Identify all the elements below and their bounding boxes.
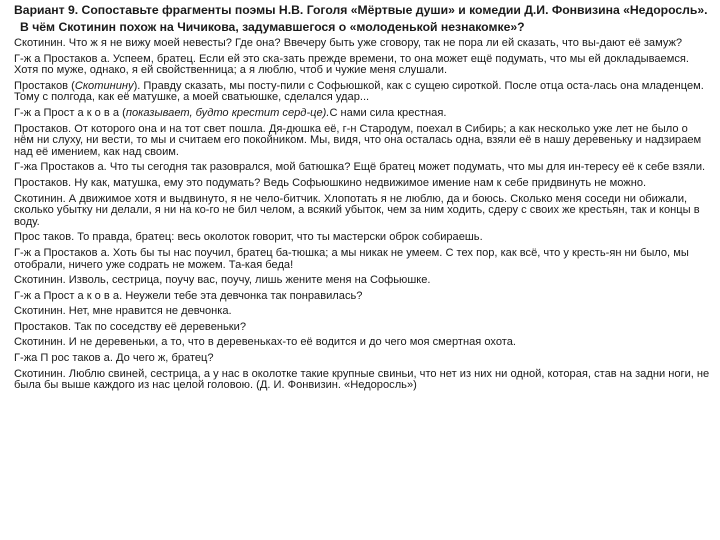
assignment-title: Вариант 9. Сопоставьте фрагменты поэмы Н.В. Гоголя «Мёртвые души» и комедии Д.И. Фонвизина «Недоросль».	[14, 3, 708, 17]
text-paragraph	[14, 369, 710, 392]
paragraph-text: Г-жа Простаков а. Что ты сегодня так разоврался, мой батюшка? Ещё братец может подумать, что мы для ин-тересу её к себе взяли.	[14, 161, 706, 174]
paragraph-text: Простаков. Так по соседству её деревеньки?	[14, 320, 246, 333]
text-paragraph	[14, 232, 710, 244]
text-paragraph	[14, 248, 710, 271]
paragraph-text: Скотинин. Нет, мне нравится не девчонка.	[14, 305, 232, 318]
paragraph-text: Скотинин. И не деревеньки, а то, что в деревеньках-то её водится и до чего моя смертная охота.	[14, 336, 516, 349]
stage-direction: показывает, будто крестит серд-це).	[125, 106, 330, 119]
paragraph-text: Г-жа П рос таков а. До чего ж, братец?	[14, 352, 214, 365]
paragraph-text: Прос таков. То правда, братец: весь околоток говорит, что ты мастерски оброк собираешь.	[14, 231, 483, 244]
paragraph-text: Скотинин. Что ж я не вижу моей невесты? Где она? Ввечеру быть уже сговору, так не пора ли ей сказать, что вы-дают её замуж?	[14, 37, 683, 49]
paragraph-text: Г-ж а Прост а к о в а. Неужели тебе эта девчонка так понравилась?	[14, 289, 363, 302]
text-paragraph	[14, 306, 710, 318]
paragraph-text: Простаков. Ну как, матушка, ему это подумать? Ведь Софьюшкино недвижимое имение нам к себе придвинуть не можно.	[14, 176, 647, 189]
paragraph-text: Скотинин. Изволь, сестрица, поучу вас, поучу, лишь жените меня на Софьюшке.	[14, 274, 431, 287]
stage-direction: Скотинину	[74, 79, 134, 92]
text-body	[14, 38, 710, 392]
text-paragraph	[14, 353, 710, 365]
text-paragraph	[14, 124, 710, 159]
text-paragraph	[14, 54, 710, 77]
text-paragraph	[14, 322, 710, 334]
text-paragraph	[14, 194, 710, 229]
text-paragraph	[14, 162, 710, 174]
text-paragraph	[14, 337, 710, 349]
text-paragraph	[14, 108, 710, 120]
text-paragraph	[14, 81, 710, 104]
paragraph-text: Скотинин. А движимое хотя и выдвинуто, я не чело-битчик. Хлопотать я не люблю, да и боюсь. Сколько меня соседи ни обижали, сколько убытку ни делали, я ни на ко-го не бил челом, а всякий убыток, чем за ним ходить, сдеру с своих же крестьян, так и концы в воду.	[14, 192, 700, 228]
paragraph-text: С нами сила крестная.	[329, 106, 447, 119]
assignment-question: В чём Скотинин похож на Чичикова, задумавшегося о «молоденькой незнакомке»?	[20, 20, 525, 34]
paragraph-text: Простаков (	[14, 79, 75, 92]
text-paragraph	[14, 291, 710, 303]
text-paragraph	[14, 275, 710, 287]
text-paragraph	[14, 178, 710, 190]
paragraph-text: Г-ж а Простаков а. Хоть бы ты нас поучил, братец ба-тюшка; а мы никак не умеем. С тех пор, как всё, что у кресть-ян ни было, мы отобрали, ничего уже содрать не можем. Та-кая беда!	[14, 246, 689, 271]
assignment-header	[14, 3, 710, 34]
paragraph-text: Скотинин. Люблю свиней, сестрица, а у нас в околотке такие крупные свиньи, что нет из них ни одной, которая, став на задни ноги, не была бы выше каждого из нас целой головою. (Д. И. Фонвизин. «Недоросль»)	[14, 367, 710, 392]
paragraph-text: Г-ж а Простаков а. Успеем, братец. Если ей это ска-зать прежде времени, то она может ещё подумать, что мы ей докладываемся. Хотя по муже, однако, я ей свойственница; а я люблю, чтоб и чужие меня слушали.	[14, 52, 689, 77]
paragraph-text: ). Правду сказать, мы посту-пили с Софьюшкой, как с сущею сироткой. После отца оста-лась она младенцем. Тому с полгода, как её матушке, а моей сватьюшке, сделался удар...	[14, 79, 704, 104]
paragraph-text: Г-ж а Прост а к о в а (	[14, 106, 126, 119]
paragraph-text: Простаков. От которого она и на тот свет пошла. Дя-дюшка её, г-н Стародум, поехал в Сибирь; а как несколько уже лет не было о нём ни слуху, ни вести, то мы и считаем его покойником. Мы, видя, что она осталась одна, взяли её в нашу деревеньку и надзираем над её имением, как над своим.	[14, 122, 702, 158]
text-paragraph	[14, 38, 710, 50]
